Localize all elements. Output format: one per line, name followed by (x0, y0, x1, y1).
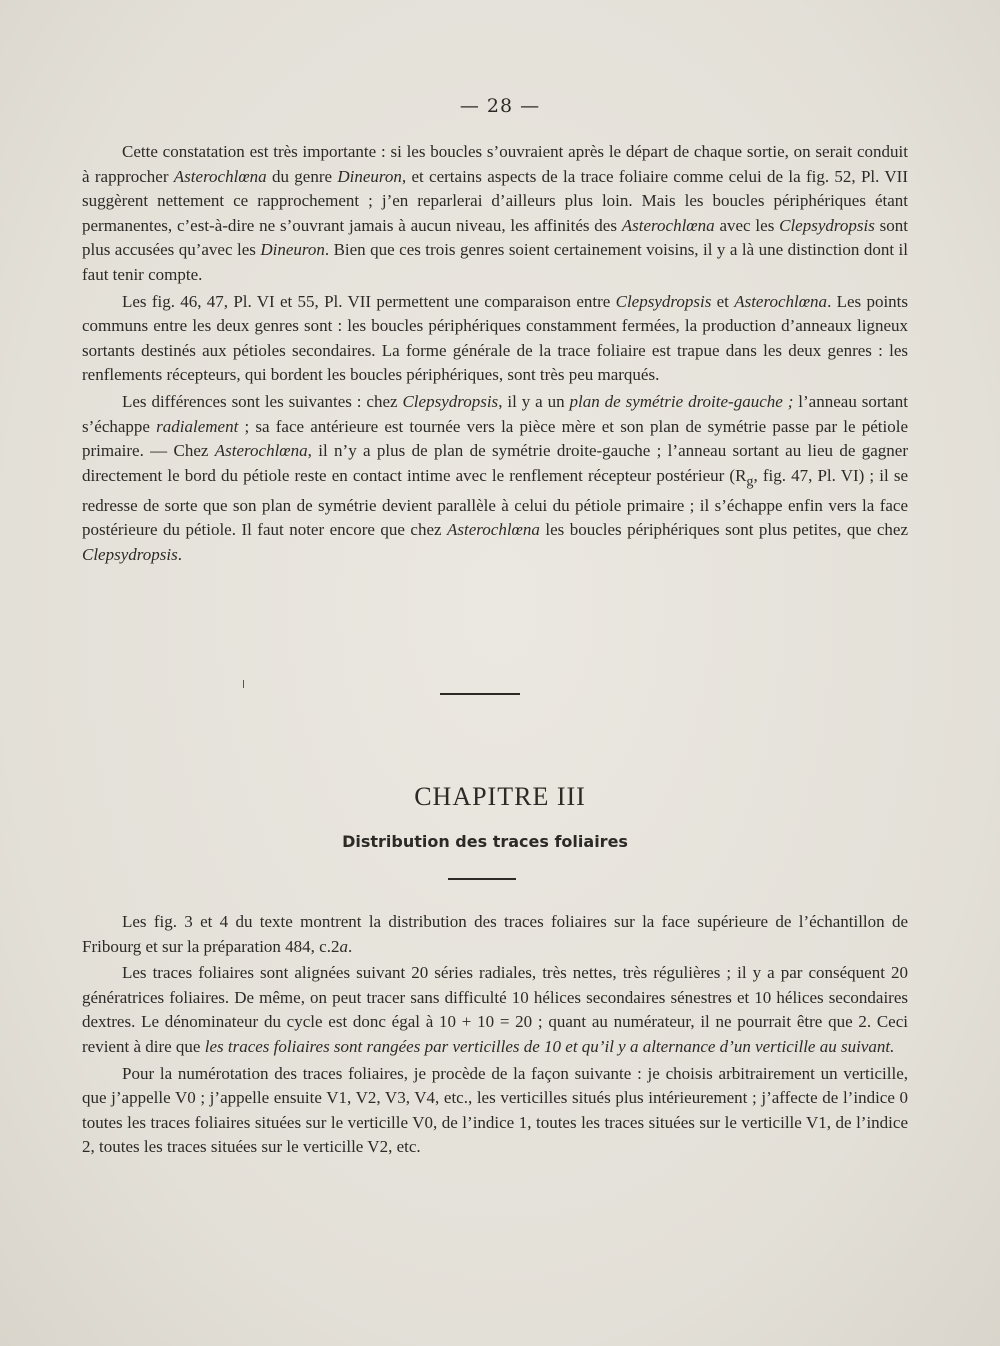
body-text-top (82, 140, 908, 567)
italic-text: plan de symétrie droite-gauche ; (569, 391, 794, 411)
chapter-divider (448, 878, 516, 880)
text-run: du genre (266, 166, 338, 186)
text-run: , il y a un (498, 391, 570, 411)
italic-text: Asterochlœna (173, 166, 267, 186)
italic-text: Asterochlœna (621, 215, 715, 235)
text-run: et (711, 291, 735, 311)
text-run: , et certains aspects de la trace foliaire comme celui de la fig. 52, Pl. VII suggèrent nettement ce rapprochement ; j’en reparlerai d’ailleurs plus loin. Mais les boucles périphériques étant permanentes, c’est-à-dire ne s’ouvrant jamais à aucun niveau, les affinités des (82, 166, 908, 235)
italic-text: Clepsydropsis (779, 215, 875, 235)
text-run: sont plus accusées qu’avec les (82, 215, 908, 260)
italic-text: a (339, 936, 348, 956)
text-run: l’anneau sortant s’échappe (82, 391, 909, 436)
stray-mark (243, 680, 244, 688)
chapter-subtitle: Distribution des traces foliaires (342, 832, 628, 851)
text-run: , il n’y a plus de plan de symétrie droite-gauche ; l’anneau sortant au lieu de gagner directement le bord du pétiole reste en contact intime avec le renflement récepteur postérieur (R (82, 441, 908, 485)
paragraph (82, 290, 908, 388)
subscript-text: g (746, 473, 754, 490)
paragraph (82, 961, 908, 1059)
text-run: . (347, 936, 353, 956)
text-run: ; sa face antérieure est tournée vers la pièce mère et son plan de symétrie passe par le pétiole primaire. — Chez (82, 416, 908, 461)
italic-text: Clepsydropsis (402, 391, 499, 411)
italic-text: Asterochlœna (214, 441, 308, 461)
paragraph (82, 390, 908, 568)
text-run: . (177, 544, 182, 564)
italic-text: Clepsydropsis (82, 544, 178, 564)
text-run: avec les (714, 215, 780, 235)
text-run: Les différences sont les suivantes : chez (122, 391, 403, 411)
paragraph (82, 910, 908, 959)
text-run: les boucles périphériques sont plus petites, que chez (539, 520, 908, 540)
page-number: — 28 — (459, 95, 541, 117)
paragraph (82, 140, 908, 288)
text-run: Les fig. 3 et 4 du texte montrent la distribution des traces foliaires sur la face supérieure de l’échantillon de Fribourg et sur la préparation 484, c.2 (82, 912, 908, 956)
italic-text: Asterochlœna (447, 520, 540, 540)
italic-text: radialement (156, 416, 239, 436)
text-run: Les traces foliaires sont alignées suivant 20 séries radiales, très nettes, très régulières ; il y a par conséquent 20 génératrices foliaires. De même, on peut tracer sans difficulté 10 hélices secondaires sénestres et 10 hélices secondaires dextres. Le dénominateur du cycle est donc égal à 10 + 10 = 20 ; quant au numérateur, il ne pourrait être que 2. Ceci revient à dire que (82, 963, 908, 1056)
italic-text: Asterochlœna (734, 291, 828, 311)
italic-text: Dineuron (337, 166, 402, 186)
text-run: . Bien que ces trois genres soient certainement voisins, il y a là une distinction dont il faut tenir compte. (82, 240, 908, 284)
chapter-title: CHAPITRE III (414, 782, 586, 811)
text-run: Cette constatation est très importante : si les boucles s’ouvraient après le départ de chaque sortie, on serait conduit à rapprocher (82, 142, 908, 186)
text-run: . Les points communs entre les deux genres sont : les boucles périphériques constamment fermées, la production d’anneaux ligneux sortants destinés aux pétioles secondaires. La forme générale de la trace foliaire est trapue dans les deux genres : les renflements récepteurs, qui bordent les boucles périphériques, sont très peu marqués. (82, 291, 908, 385)
italic-text: Dineuron (260, 240, 325, 260)
text-run: Pour la numérotation des traces foliaires, je procède de la façon suivante : je choisis arbitrairement un verticille, que j’appelle V0 ; j’appelle ensuite V1, V2, V3, V4, etc., les verticilles situés plus intérieurement ; j’affecte de l’indice 0 toutes les traces foliaires situées sur le verticille V0, de l’indice 1, toutes les traces situées sur le verticille V1, de l’indice 2, toutes les traces situées sur le verticille V2, etc. (82, 1063, 908, 1157)
text-run: Les fig. 46, 47, Pl. VI et 55, Pl. VII permettent une comparaison entre (122, 291, 616, 311)
italic-text: les traces foliaires sont rangées par verticilles de 10 et qu’il y a alternance d’un verticille au suivant. (204, 1036, 895, 1056)
text-run: , fig. 47, Pl. VI) ; il se redresse de sorte que son plan de symétrie devient parallèle à celui du pétiole primaire ; il s’échappe enfin vers la face postérieure du pétiole. Il faut noter encore que chez (82, 465, 908, 540)
section-divider (440, 693, 520, 695)
italic-text: Clepsydropsis (615, 291, 712, 311)
body-text-bottom (82, 910, 908, 1160)
paragraph (82, 1062, 908, 1160)
